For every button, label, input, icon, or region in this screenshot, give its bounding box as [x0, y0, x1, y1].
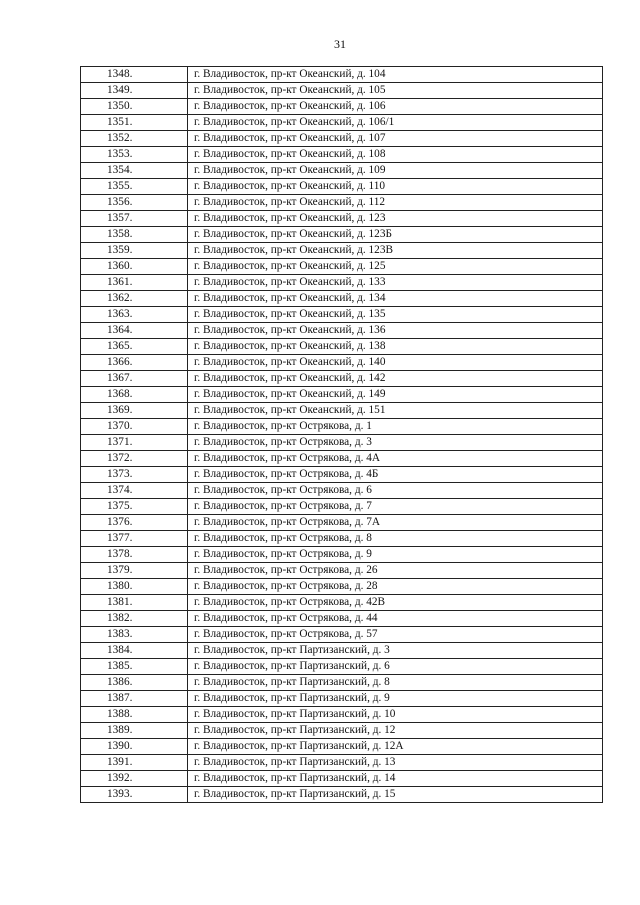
table-row [81, 739, 603, 755]
row-address: г. Владивосток, пр-кт Океанский, д. 105 [188, 83, 603, 99]
row-number: 1379. [81, 563, 188, 579]
row-number: 1392. [81, 771, 188, 787]
row-number: 1390. [81, 739, 188, 755]
row-number: 1350. [81, 99, 188, 115]
row-number: 1361. [81, 275, 188, 291]
table-row [81, 83, 603, 99]
row-number: 1364. [81, 323, 188, 339]
row-number: 1370. [81, 419, 188, 435]
row-address: г. Владивосток, пр-кт Океанский, д. 123В [188, 243, 603, 259]
row-address: г. Владивосток, пр-кт Партизанский, д. 3 [188, 643, 603, 659]
row-number: 1360. [81, 259, 188, 275]
row-address: г. Владивосток, пр-кт Партизанский, д. 12 [188, 723, 603, 739]
row-address: г. Владивосток, пр-кт Океанский, д. 142 [188, 371, 603, 387]
row-address: г. Владивосток, пр-кт Океанский, д. 107 [188, 131, 603, 147]
row-address: г. Владивосток, пр-кт Партизанский, д. 14 [188, 771, 603, 787]
table-row [81, 307, 603, 323]
row-address: г. Владивосток, пр-кт Океанский, д. 151 [188, 403, 603, 419]
row-number: 1352. [81, 131, 188, 147]
table-row [81, 195, 603, 211]
table-row [81, 387, 603, 403]
table-row [81, 275, 603, 291]
table-row [81, 579, 603, 595]
table-row [81, 355, 603, 371]
row-address: г. Владивосток, пр-кт Океанский, д. 134 [188, 291, 603, 307]
row-address: г. Владивосток, пр-кт Океанский, д. 104 [188, 67, 603, 83]
row-number: 1353. [81, 147, 188, 163]
row-address: г. Владивосток, пр-кт Партизанский, д. 8 [188, 675, 603, 691]
row-number: 1354. [81, 163, 188, 179]
row-address: г. Владивосток, пр-кт Партизанский, д. 9 [188, 691, 603, 707]
table-row [81, 707, 603, 723]
table-row [81, 243, 603, 259]
row-number: 1389. [81, 723, 188, 739]
table-row [81, 515, 603, 531]
row-address: г. Владивосток, пр-кт Океанский, д. 108 [188, 147, 603, 163]
row-address: г. Владивосток, пр-кт Океанский, д. 140 [188, 355, 603, 371]
row-number: 1384. [81, 643, 188, 659]
row-number: 1382. [81, 611, 188, 627]
row-address: г. Владивосток, пр-кт Острякова, д. 57 [188, 627, 603, 643]
table-row [81, 627, 603, 643]
row-number: 1365. [81, 339, 188, 355]
row-address: г. Владивосток, пр-кт Партизанский, д. 15 [188, 787, 603, 803]
table-row [81, 451, 603, 467]
row-address: г. Владивосток, пр-кт Океанский, д. 149 [188, 387, 603, 403]
row-number: 1388. [81, 707, 188, 723]
row-number: 1391. [81, 755, 188, 771]
row-address: г. Владивосток, пр-кт Партизанский, д. 10 [188, 707, 603, 723]
row-address: г. Владивосток, пр-кт Океанский, д. 106/1 [188, 115, 603, 131]
row-address: г. Владивосток, пр-кт Острякова, д. 3 [188, 435, 603, 451]
row-number: 1356. [81, 195, 188, 211]
table-row [81, 547, 603, 563]
table-row [81, 787, 603, 803]
row-number: 1369. [81, 403, 188, 419]
row-address: г. Владивосток, пр-кт Океанский, д. 138 [188, 339, 603, 355]
row-number: 1351. [81, 115, 188, 131]
row-number: 1367. [81, 371, 188, 387]
row-number: 1368. [81, 387, 188, 403]
row-number: 1376. [81, 515, 188, 531]
row-address: г. Владивосток, пр-кт Острякова, д. 1 [188, 419, 603, 435]
row-number: 1355. [81, 179, 188, 195]
row-address: г. Владивосток, пр-кт Океанский, д. 133 [188, 275, 603, 291]
row-address: г. Владивосток, пр-кт Острякова, д. 28 [188, 579, 603, 595]
table-row [81, 483, 603, 499]
row-number: 1374. [81, 483, 188, 499]
table-row [81, 259, 603, 275]
table-row [81, 435, 603, 451]
table-row [81, 595, 603, 611]
page-number: 31 [334, 37, 346, 51]
row-address: г. Владивосток, пр-кт Океанский, д. 112 [188, 195, 603, 211]
row-number: 1357. [81, 211, 188, 227]
row-address: г. Владивосток, пр-кт Острякова, д. 8 [188, 531, 603, 547]
row-number: 1362. [81, 291, 188, 307]
row-address: г. Владивосток, пр-кт Океанский, д. 135 [188, 307, 603, 323]
row-address: г. Владивосток, пр-кт Партизанский, д. 6 [188, 659, 603, 675]
row-number: 1375. [81, 499, 188, 515]
table-row [81, 659, 603, 675]
row-address: г. Владивосток, пр-кт Океанский, д. 125 [188, 259, 603, 275]
table-row [81, 227, 603, 243]
address-table [80, 66, 603, 803]
table-row [81, 371, 603, 387]
row-number: 1363. [81, 307, 188, 323]
row-address: г. Владивосток, пр-кт Острякова, д. 7А [188, 515, 603, 531]
row-number: 1359. [81, 243, 188, 259]
row-address: г. Владивосток, пр-кт Партизанский, д. 13 [188, 755, 603, 771]
table-row [81, 179, 603, 195]
table-row [81, 771, 603, 787]
table-row [81, 643, 603, 659]
row-number: 1372. [81, 451, 188, 467]
row-address: г. Владивосток, пр-кт Океанский, д. 109 [188, 163, 603, 179]
row-number: 1386. [81, 675, 188, 691]
table-row [81, 563, 603, 579]
row-number: 1378. [81, 547, 188, 563]
row-address: г. Владивосток, пр-кт Океанский, д. 136 [188, 323, 603, 339]
row-address: г. Владивосток, пр-кт Острякова, д. 4А [188, 451, 603, 467]
row-number: 1380. [81, 579, 188, 595]
row-address: г. Владивосток, пр-кт Острякова, д. 9 [188, 547, 603, 563]
table-row [81, 403, 603, 419]
table-row [81, 531, 603, 547]
table-row [81, 323, 603, 339]
table-row [81, 211, 603, 227]
row-number: 1377. [81, 531, 188, 547]
table-row [81, 291, 603, 307]
row-number: 1383. [81, 627, 188, 643]
table-row [81, 675, 603, 691]
table-row [81, 67, 603, 83]
row-address: г. Владивосток, пр-кт Океанский, д. 123 [188, 211, 603, 227]
table-row [81, 339, 603, 355]
row-number: 1366. [81, 355, 188, 371]
row-number: 1358. [81, 227, 188, 243]
table-row [81, 147, 603, 163]
table-row [81, 499, 603, 515]
table-row [81, 755, 603, 771]
row-number: 1371. [81, 435, 188, 451]
row-address: г. Владивосток, пр-кт Острякова, д. 26 [188, 563, 603, 579]
row-number: 1349. [81, 83, 188, 99]
row-address: г. Владивосток, пр-кт Океанский, д. 106 [188, 99, 603, 115]
row-address: г. Владивосток, пр-кт Острякова, д. 6 [188, 483, 603, 499]
row-number: 1393. [81, 787, 188, 803]
row-number: 1381. [81, 595, 188, 611]
table-row [81, 115, 603, 131]
row-number: 1373. [81, 467, 188, 483]
row-address: г. Владивосток, пр-кт Острякова, д. 4Б [188, 467, 603, 483]
table-row [81, 611, 603, 627]
row-number: 1387. [81, 691, 188, 707]
table-row [81, 163, 603, 179]
row-address: г. Владивосток, пр-кт Океанский, д. 123Б [188, 227, 603, 243]
row-address: г. Владивосток, пр-кт Острякова, д. 42В [188, 595, 603, 611]
table-row [81, 419, 603, 435]
row-address: г. Владивосток, пр-кт Партизанский, д. 12А [188, 739, 603, 755]
row-address: г. Владивосток, пр-кт Острякова, д. 44 [188, 611, 603, 627]
table-row [81, 691, 603, 707]
address-table-body [81, 67, 603, 803]
row-number: 1348. [81, 67, 188, 83]
row-number: 1385. [81, 659, 188, 675]
row-address: г. Владивосток, пр-кт Океанский, д. 110 [188, 179, 603, 195]
row-address: г. Владивосток, пр-кт Острякова, д. 7 [188, 499, 603, 515]
table-row [81, 131, 603, 147]
table-row [81, 99, 603, 115]
table-row [81, 467, 603, 483]
table-row [81, 723, 603, 739]
